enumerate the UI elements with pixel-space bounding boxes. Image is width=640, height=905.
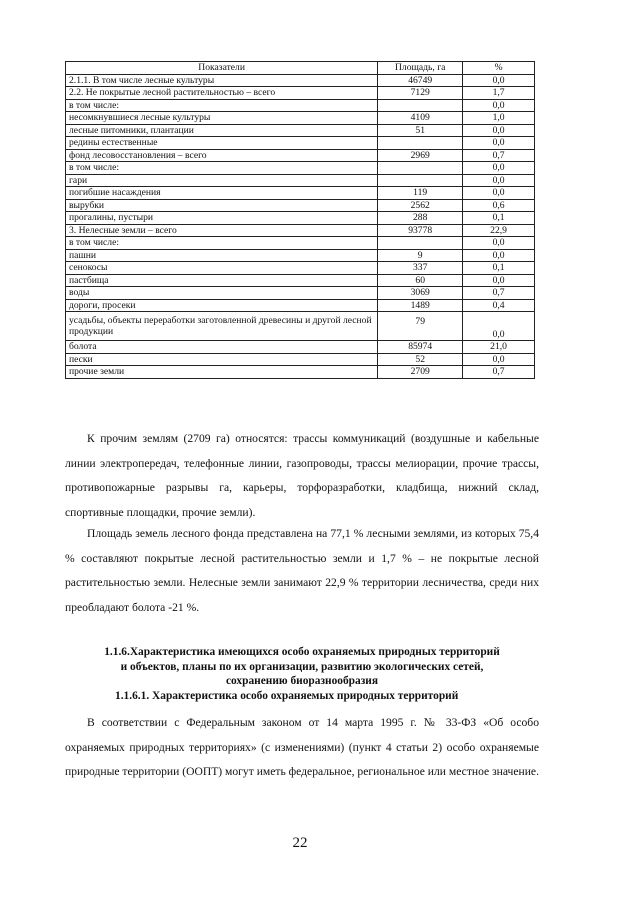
- row-area: 337: [378, 262, 463, 275]
- row-area: 51: [378, 124, 463, 137]
- table-row: [66, 174, 535, 187]
- row-percent: 0,0: [463, 353, 535, 366]
- row-area: 4109: [378, 112, 463, 125]
- row-area: [378, 162, 463, 175]
- row-area: 1489: [378, 299, 463, 312]
- row-area: [378, 137, 463, 150]
- row-percent: 0,0: [463, 174, 535, 187]
- paragraph-other-lands: [65, 427, 539, 525]
- table-row: [66, 212, 535, 225]
- row-indicator: пески: [66, 353, 378, 366]
- paragraph-other-lands-text: К прочим землям (2709 га) относятся: трассы коммуникаций (воздушные и кабельные линии электропередач, телефонные линии, газопроводы, трассы мелиорации, прочие трассы, противопожарные разрывы га, карьеры, торфоразработки, кладбища, нижний склад, спортивные площадки, прочие земли).: [65, 432, 539, 519]
- heading-line-2: и объектов, планы по их организации, развитию экологических сетей,: [120, 660, 484, 673]
- paragraph-forest-fund-text: Площадь земель лесного фонда представлена на 77,1 % лесными землями, из которых 75,4 % составляют покрытые лесной растительностью земли и 1,7 % – не покрытые лесной растительностью земли. Нелесные земли занимают 22,9 % территории лесничества, среди них преобладают болота -21 %.: [65, 527, 539, 614]
- row-percent: 0,0: [463, 162, 535, 175]
- row-area: [378, 174, 463, 187]
- row-area: 2562: [378, 199, 463, 212]
- header-area: Площадь, га: [378, 62, 463, 75]
- row-indicator: лесные питомники, плантации: [66, 124, 378, 137]
- land-area-table: [65, 61, 535, 379]
- row-percent: 1,7: [463, 87, 535, 100]
- paragraph-federal-law-text: В соответствии с Федеральным законом от 14 марта 1995 г. № 33-ФЗ «Об особо охраняемых природных территориях» (с изменениями) (пункт 4 статьи 2) особо охраняемые природные территории (ООПТ) могут иметь федеральное, региональное или местное значение.: [65, 716, 539, 779]
- table-row: [66, 112, 535, 125]
- table-row: [66, 187, 535, 200]
- row-percent: 0,0: [463, 237, 535, 250]
- row-indicator: 2.2. Не покрытые лесной растительностью – всего: [66, 87, 378, 100]
- row-indicator: вырубки: [66, 199, 378, 212]
- row-percent: 21,0: [463, 341, 535, 354]
- row-percent: 0,6: [463, 199, 535, 212]
- row-percent: 0,7: [463, 287, 535, 300]
- row-percent: 0,0: [463, 249, 535, 262]
- table-row: [66, 312, 535, 341]
- row-percent: 22,9: [463, 224, 535, 237]
- row-indicator: 3. Нелесные земли – всего: [66, 224, 378, 237]
- row-area: [378, 237, 463, 250]
- row-indicator: прогалины, пустыри: [66, 212, 378, 225]
- row-area: 3069: [378, 287, 463, 300]
- row-percent: 0,7: [463, 149, 535, 162]
- section-heading-1-1-6: [65, 645, 539, 689]
- header-percent: %: [463, 62, 535, 75]
- row-indicator: прочие земли: [66, 366, 378, 379]
- heading-line-3: сохранению биоразнообразия: [225, 675, 379, 687]
- row-area: 46749: [378, 74, 463, 87]
- row-area: 2709: [378, 366, 463, 379]
- table-row: [66, 99, 535, 112]
- row-percent: 0,1: [463, 212, 535, 225]
- row-indicator: 2.1.1. В том числе лесные культуры: [66, 74, 378, 87]
- table-row: [66, 74, 535, 87]
- row-percent: 0,0: [463, 99, 535, 112]
- table-row: [66, 224, 535, 237]
- table-row: [66, 137, 535, 150]
- row-indicator: пастбища: [66, 274, 378, 287]
- row-area: [378, 99, 463, 112]
- page-number: 22: [292, 835, 308, 851]
- table-row: [66, 366, 535, 379]
- row-indicator: дороги, просеки: [66, 299, 378, 312]
- row-indicator: пашни: [66, 249, 378, 262]
- row-percent: 0,0: [463, 187, 535, 200]
- paragraph-federal-law: [65, 711, 539, 785]
- row-percent: 1,0: [463, 112, 535, 125]
- row-indicator: фонд лесовосстановления – всего: [66, 149, 378, 162]
- table-row: [66, 299, 535, 312]
- row-area: 52: [378, 353, 463, 366]
- table-body: [66, 74, 535, 378]
- row-area: 60: [378, 274, 463, 287]
- row-area: 119: [378, 187, 463, 200]
- section-heading-1-1-6-1: 1.1.6.1. Характеристика особо охраняемых природных территорий: [115, 690, 459, 702]
- row-area: 288: [378, 212, 463, 225]
- table-row: [66, 274, 535, 287]
- row-percent: 0,7: [463, 366, 535, 379]
- paragraph-forest-fund: [65, 522, 539, 620]
- row-indicator: сенокосы: [66, 262, 378, 275]
- table-row: [66, 249, 535, 262]
- table-row: [66, 199, 535, 212]
- row-indicator: в том числе:: [66, 99, 378, 112]
- table-row: [66, 87, 535, 100]
- row-indicator: усадьбы, объекты переработки заготовленной древесины и другой лесной продукции: [66, 312, 378, 341]
- row-percent: 0,0: [463, 137, 535, 150]
- header-indicators: Показатели: [66, 62, 378, 75]
- row-area: 9: [378, 249, 463, 262]
- table-row: [66, 262, 535, 275]
- row-area: 79: [378, 312, 463, 341]
- row-indicator: редины естественные: [66, 137, 378, 150]
- row-indicator: погибшие насаждения: [66, 187, 378, 200]
- row-indicator: болота: [66, 341, 378, 354]
- row-percent: 0,0: [463, 74, 535, 87]
- row-indicator: в том числе:: [66, 237, 378, 250]
- row-area: 93778: [378, 224, 463, 237]
- row-percent: 0,1: [463, 262, 535, 275]
- row-percent: 0,0: [463, 124, 535, 137]
- row-indicator: гари: [66, 174, 378, 187]
- table-row: [66, 353, 535, 366]
- row-percent: 0,0: [463, 312, 535, 341]
- row-area: 7129: [378, 87, 463, 100]
- row-percent: 0,4: [463, 299, 535, 312]
- row-area: 85974: [378, 341, 463, 354]
- table-row: [66, 287, 535, 300]
- table-row: [66, 341, 535, 354]
- row-area: 2969: [378, 149, 463, 162]
- row-indicator: воды: [66, 287, 378, 300]
- table-row: [66, 149, 535, 162]
- table-row: [66, 162, 535, 175]
- row-indicator: несомкнувшиеся лесные культуры: [66, 112, 378, 125]
- table-row: [66, 237, 535, 250]
- heading-line-1: 1.1.6.Характеристика имеющихся особо охраняемых природных территорий: [104, 646, 500, 658]
- table-row: [66, 124, 535, 137]
- row-percent: 0,0: [463, 274, 535, 287]
- row-indicator: в том числе:: [66, 162, 378, 175]
- table-header-row: [66, 62, 535, 75]
